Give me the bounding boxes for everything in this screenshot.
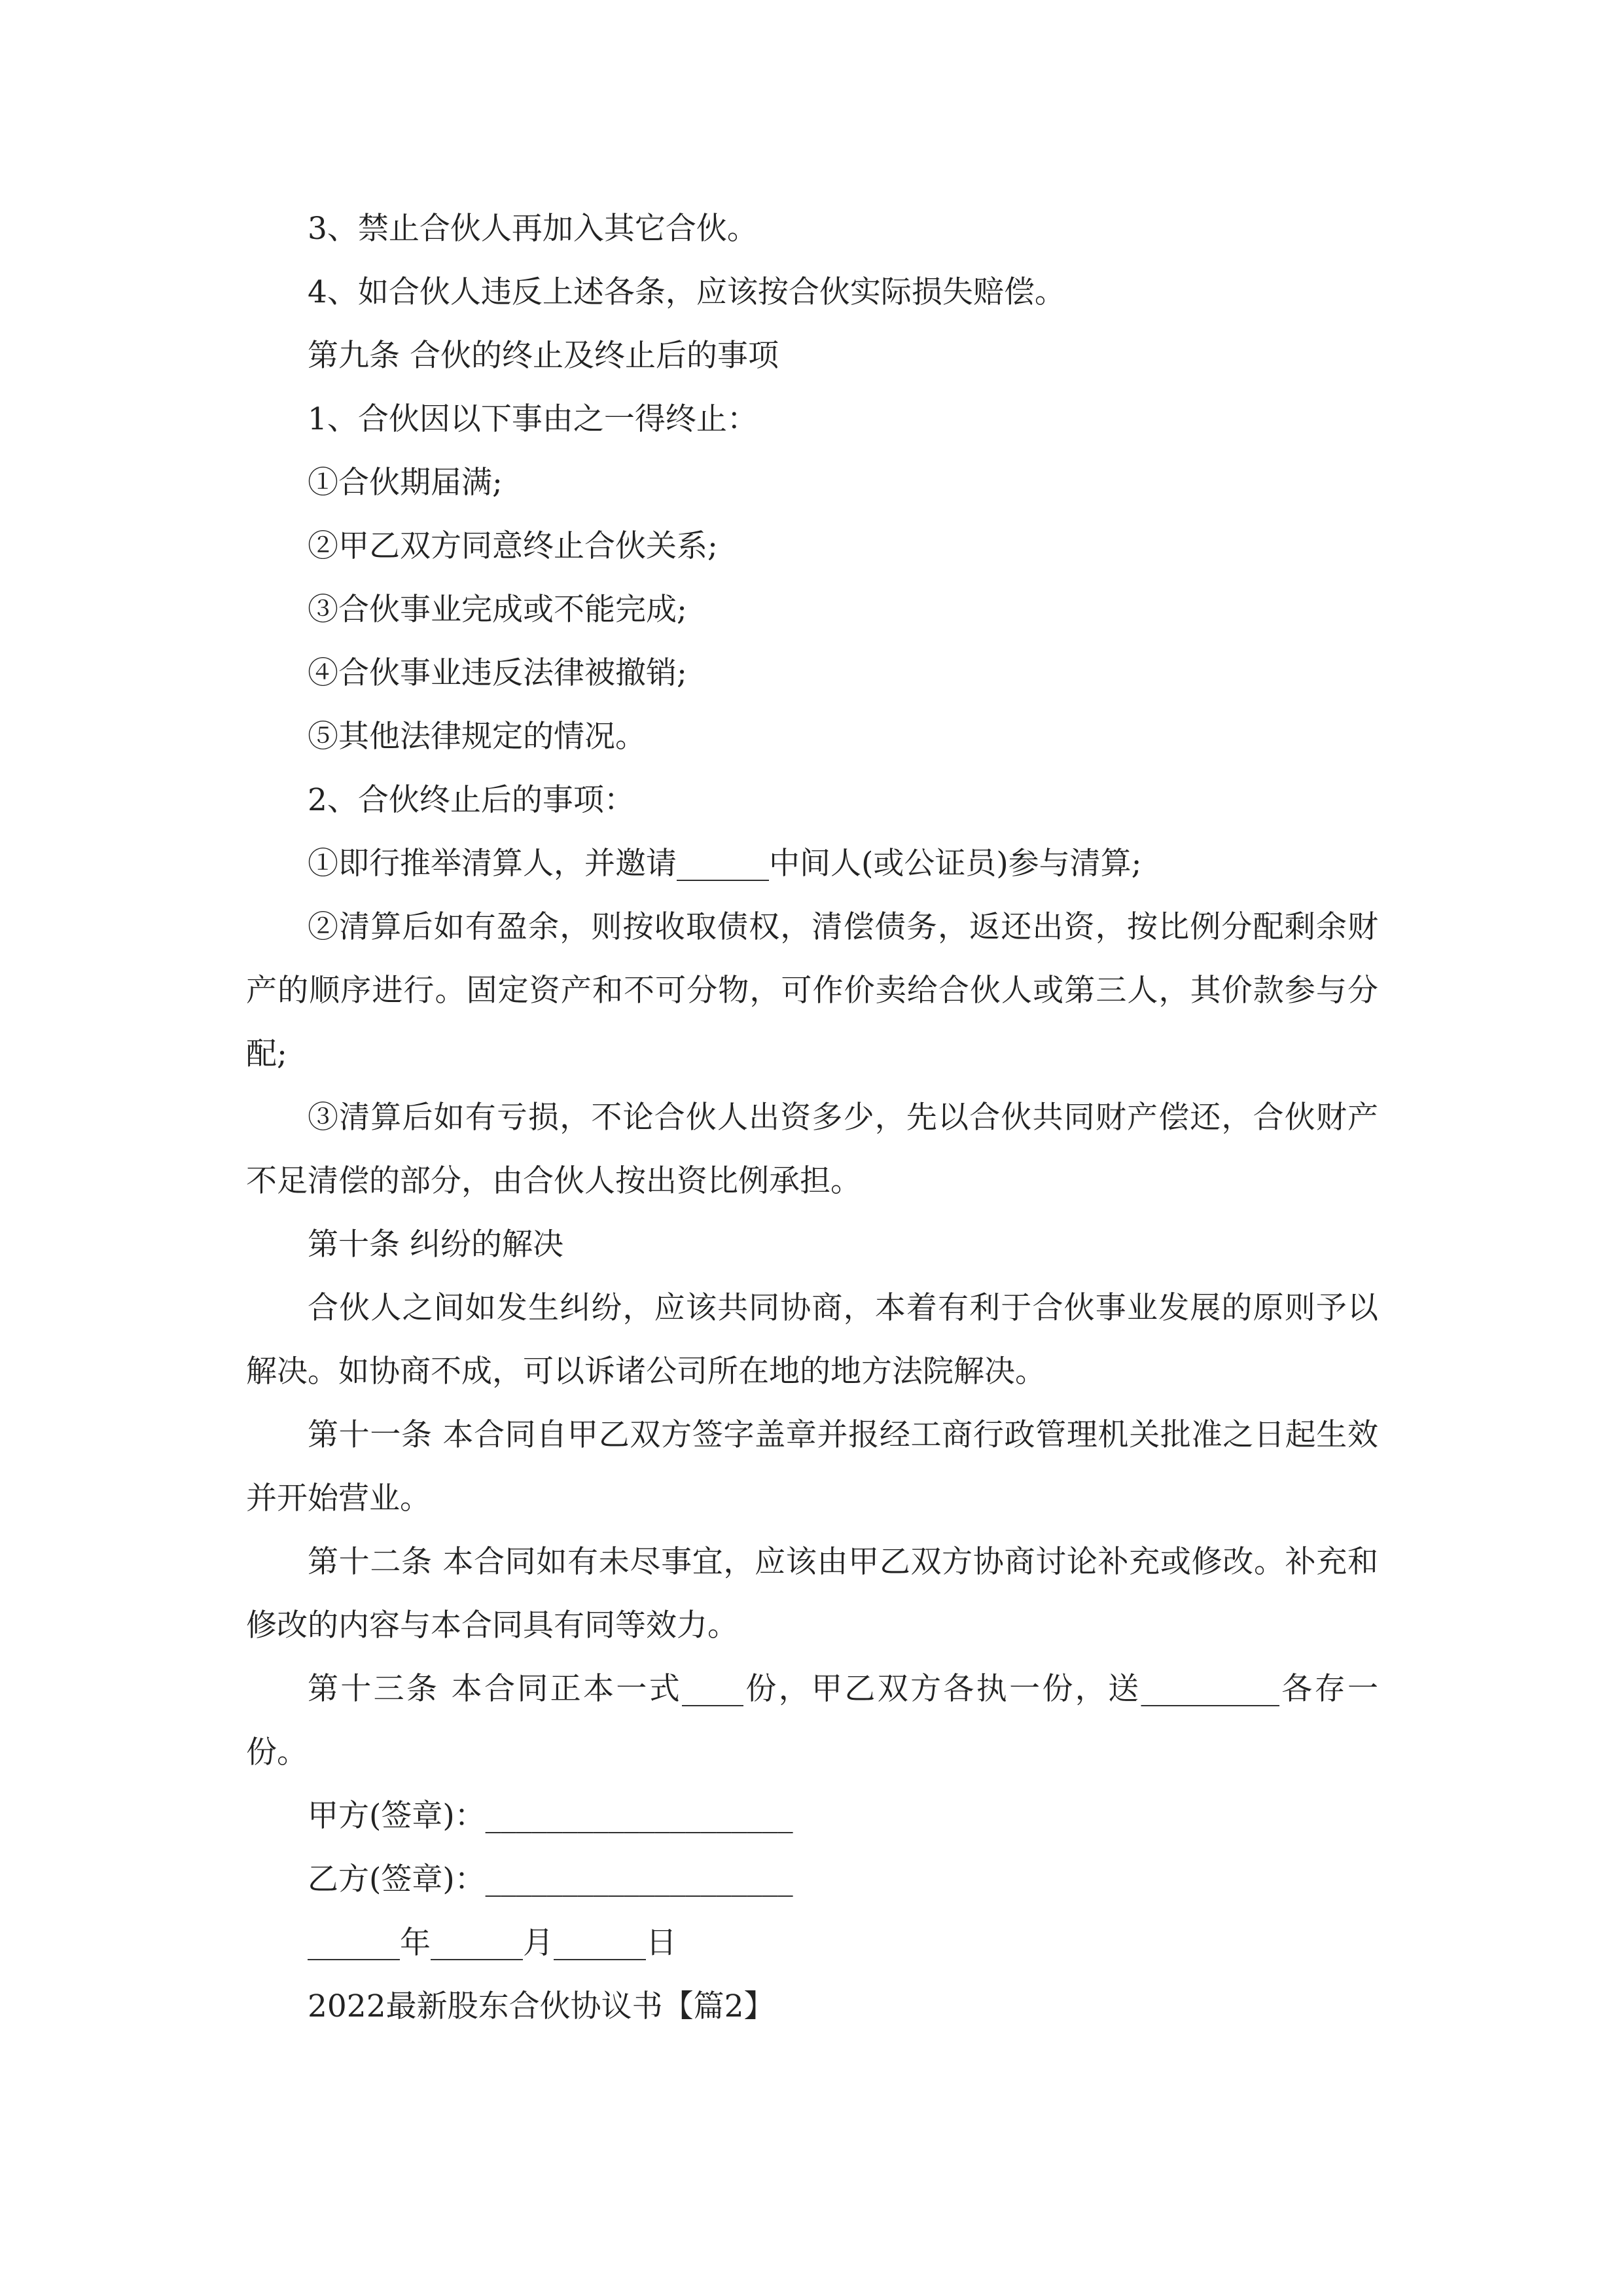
termination-reason-4: ④合伙事业违反法律被撤销; — [308, 655, 687, 691]
document-body — [246, 197, 1378, 2038]
article-10-heading: 第十条 纠纷的解决 — [308, 1227, 563, 1263]
post-termination-3: ③清算后如有亏损，不论合伙人出资多少，先以合伙共同财产偿还，合伙财产不足清偿的部分，由合伙人按出资比例承担。 — [246, 1100, 1378, 1199]
party-b-signature: 乙方(签章)：____________________ — [308, 1861, 793, 1897]
clause-4-compensation: 4、如合伙人违反上述各条，应该按合伙实际损失赔偿。 — [308, 274, 1065, 310]
article-9-heading: 第九条 合伙的终止及终止后的事项 — [308, 338, 779, 374]
next-section-title: 2022最新股东合伙协议书【篇2】 — [308, 1988, 775, 2024]
post-termination-2: ②清算后如有盈余，则按收取债权，清偿债务，返还出资，按比例分配剩余财产的顺序进行。固定资产和不可分物，可作价卖给合伙人或第三人，其价款参与分配; — [246, 909, 1378, 1072]
termination-reason-1: ①合伙期届满; — [308, 465, 503, 501]
article-12: 第十二条 本合同如有未尽事宜，应该由甲乙双方协商讨论补充或修改。补充和修改的内容与本合同具有同等效力。 — [246, 1544, 1378, 1643]
termination-reason-3: ③合伙事业完成或不能完成; — [308, 592, 687, 628]
date-line: ______年______月______日 — [308, 1925, 677, 1961]
article-9-item-1: 1、合伙因以下事由之一得终止： — [308, 401, 758, 437]
article-9-item-2: 2、合伙终止后的事项： — [308, 782, 635, 818]
article-10-body: 合伙人之间如发生纠纷，应该共同协商，本着有利于合伙事业发展的原则予以解决。如协商不成，可以诉诸公司所在地的地方法院解决。 — [246, 1290, 1378, 1390]
party-a-signature: 甲方(签章)：____________________ — [308, 1798, 793, 1834]
termination-reason-2: ②甲乙双方同意终止合伙关系; — [308, 528, 718, 564]
termination-reason-5: ⑤其他法律规定的情况。 — [308, 719, 646, 755]
clause-3-no-other-partnership: 3、禁止合伙人再加入其它合伙。 — [308, 211, 758, 247]
article-11: 第十一条 本合同自甲乙双方签字盖章并报经工商行政管理机关批准之日起生效并开始营业。 — [246, 1417, 1378, 1516]
post-termination-1: ①即行推举清算人，并邀请______中间人(或公证员)参与清算; — [308, 846, 1142, 882]
article-13: 第十三条 本合同正本一式____份，甲乙双方各执一份，送_________各存一份。 — [246, 1671, 1378, 1770]
